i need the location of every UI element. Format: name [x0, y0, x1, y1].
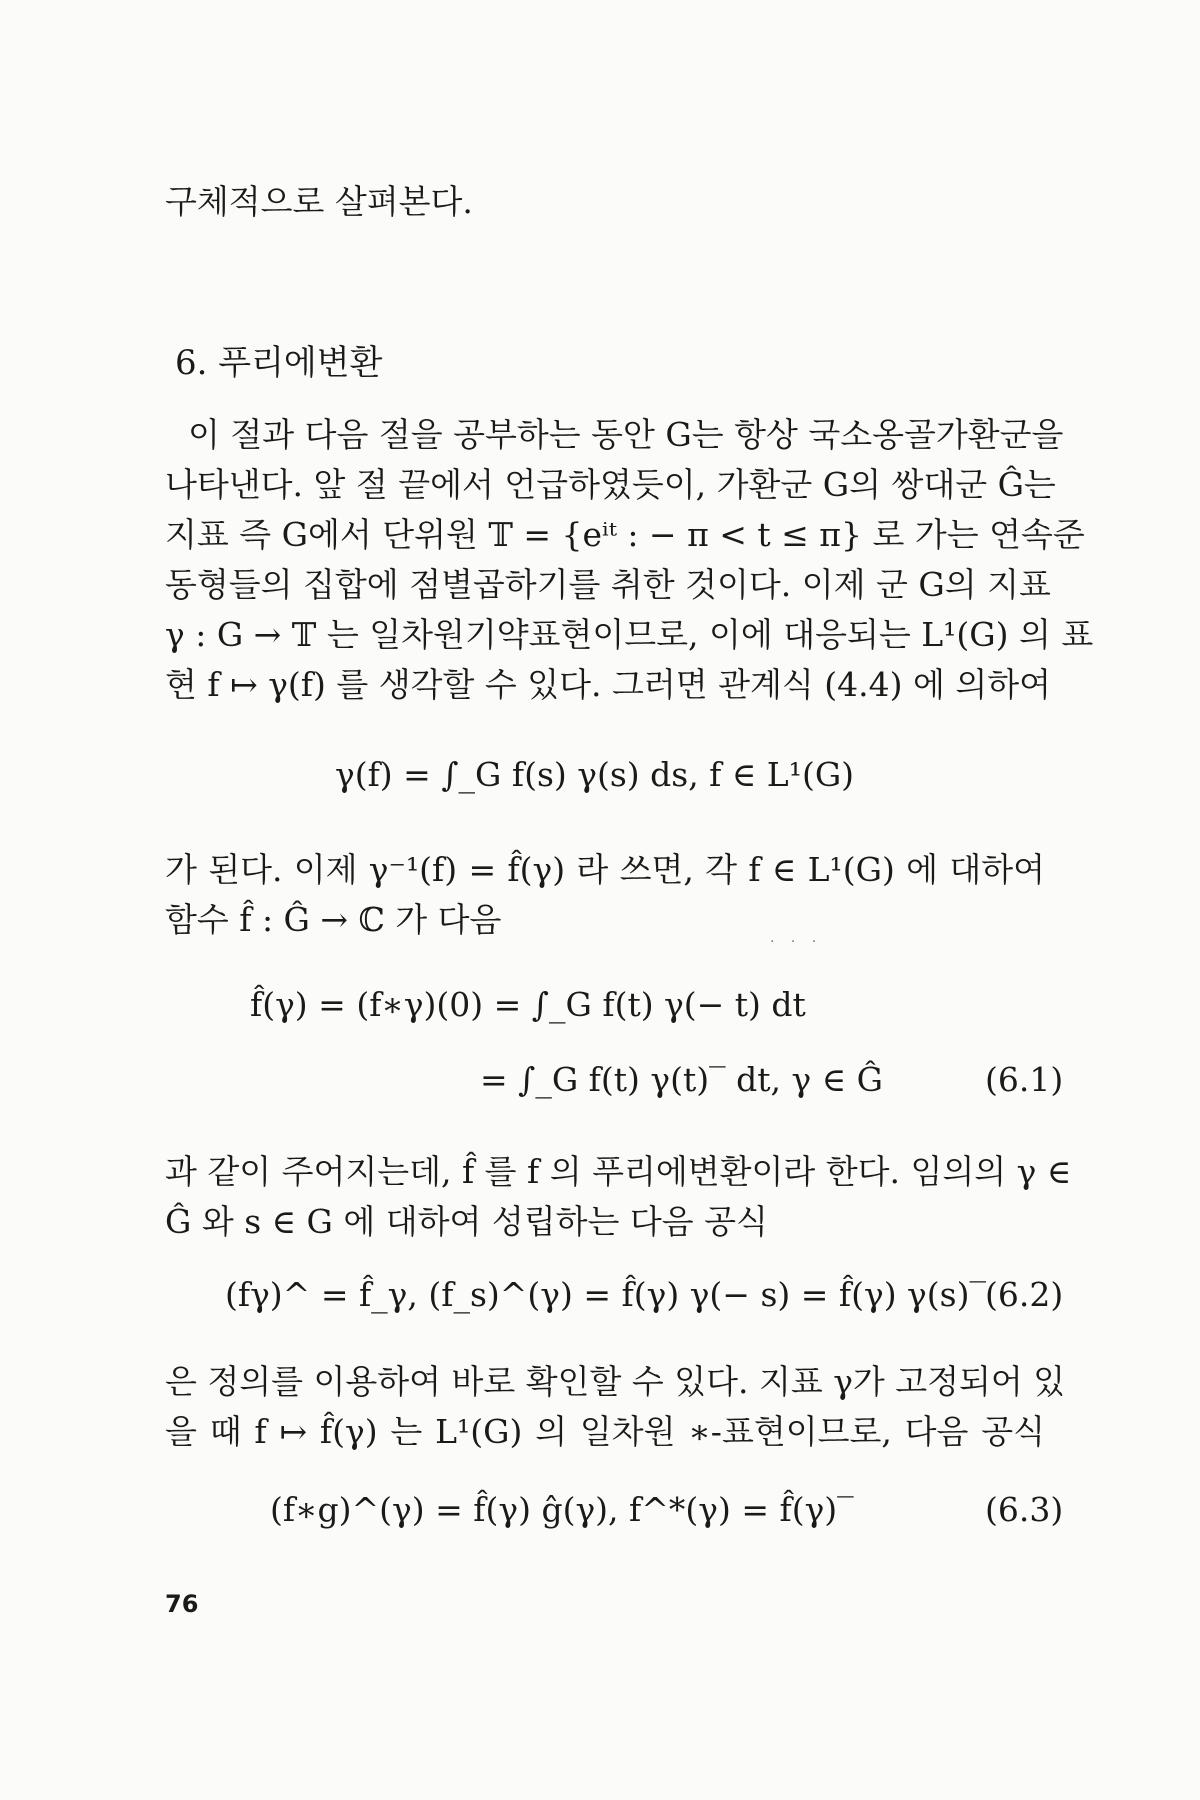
text-line: 은 정의를 이용하여 바로 확인할 수 있다. 지표 γ가 고정되어 있	[165, 1362, 1066, 1401]
text-line: Ĝ 와 s ∈ G 에 대하여 성립하는 다음 공식	[165, 1202, 768, 1241]
equation-6-3: (f∗g)^(γ) = f̂(γ) ĝ(γ), f^*(γ) = f̂(γ)‾	[270, 1490, 854, 1529]
section-heading: 6. 푸리에변환	[175, 343, 383, 383]
text-line: 을 때 f ↦ f̂(γ) 는 L¹(G) 의 일차원 ∗-표현이므로, 다음 공식	[165, 1412, 1045, 1451]
text-line: 가 된다. 이제 γ⁻¹(f) = f̂(γ) 라 쓰면, 각 f ∈ L¹(G) 에 대하여	[165, 850, 1045, 889]
equation-6-1-line1: f̂(γ) = (f∗γ)(0) = ∫_G f(t) γ(− t) dt	[250, 985, 806, 1024]
text-line: 이 절과 다음 절을 공부하는 동안 G는 항상 국소옹골가환군을	[188, 415, 1064, 454]
text-line: 지표 즉 G에서 단위원 𝕋 = {eⁱᵗ : − π < t ≤ π} 로 가는 연속준	[165, 515, 1085, 554]
equation-6-1-line2: = ∫_G f(t) γ(t)‾ dt, γ ∈ Ĝ	[480, 1060, 883, 1099]
text-line: γ : G → 𝕋 는 일차원기약표현이므로, 이에 대응되는 L¹(G) 의 표	[165, 615, 1094, 654]
intro-line: 구체적으로 살펴본다.	[165, 182, 473, 221]
text-line: 함수 f̂ : Ĝ → ℂ 가 다음	[165, 900, 502, 939]
text-line: 현 f ↦ γ(f) 를 생각할 수 있다. 그러면 관계식 (4.4) 에 의하여	[165, 665, 1051, 704]
equation-number-6-3: (6.3)	[985, 1490, 1064, 1529]
speck-marks: . . .	[770, 930, 823, 946]
equation-6-2: (fγ)^ = f̂_γ, (f_s)^(γ) = f̂(γ) γ(− s) = f̂(γ) γ(s)‾	[225, 1275, 986, 1314]
equation-number-6-2: (6.2)	[985, 1275, 1064, 1314]
equation-number-6-1: (6.1)	[985, 1060, 1064, 1099]
text-line: 나타낸다. 앞 절 끝에서 언급하였듯이, 가환군 G의 쌍대군 Ĝ는	[165, 465, 1056, 504]
text-line: 과 같이 주어지는데, f̂ 를 f 의 푸리에변환이라 한다. 임의의 γ ∈	[165, 1152, 1072, 1191]
page-number: 76	[165, 1590, 199, 1618]
text-line: 동형들의 집합에 점별곱하기를 취한 것이다. 이제 군 G의 지표	[165, 565, 1051, 604]
equation-gamma-f: γ(f) = ∫_G f(s) γ(s) ds, f ∈ L¹(G)	[335, 755, 855, 794]
